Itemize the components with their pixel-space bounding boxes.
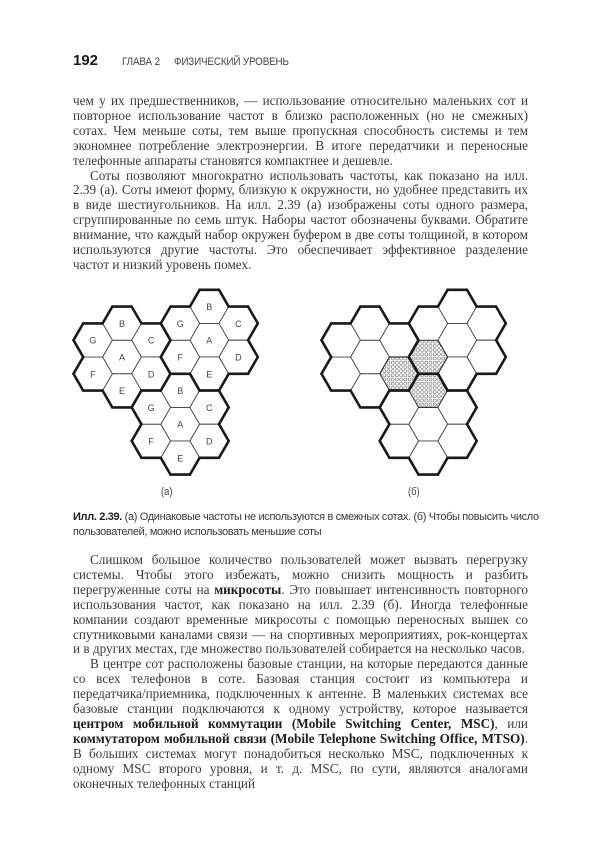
- paragraph-continued: чем у их предшественников, — использование относительно маленьких сот и повторное использование частот в близко расположенных (но не смежных) сотах. Чем меньше соты, тем выше пропускная способность системы и тем экономнее потребление электроэнергии. В итоге передатчики и переносные телефонные аппараты становятся компактнее и дешевле.: [73, 93, 528, 168]
- paragraph-base-stations: В центре сот расположены базовые станции, на которые передаются данные со всех телефонов в соте. Базовая станция состоит из компьютера и передатчика/приемника, подключенных к антенне. В маленьких системах все базовые станции подключаются к одному устройству, которое называется центром мобильной коммутации (Mobile Switching Center, MSC), или коммутатором мобильной связи (Mobile Telephone Switching Office, MTSO). В больших системах могут понадобиться несколько MSC, подключенных к одному MSC второго уровня, и т. д. MSC, по сути, являются аналогами оконечных телефонных станций: [73, 656, 528, 791]
- cell-frequency-label: E: [206, 369, 213, 380]
- cell-frequency-label: B: [118, 318, 126, 329]
- cell-frequency-label: E: [118, 386, 126, 397]
- paragraph-microcells: Слишком большое количество пользователей может вызвать перегрузку системы. Чтобы этого избежать, можно снизить мощность и разбить перегруженные соты на микросоты. Это повышает интенсивность повторного использования частот, как показано на илл. 2.39 (б). Иногда телефонные компании создают временные микросоты с помощью переносных вышек со спутниковыми каналами связи — на спортивных мероприятиях, рок-концертах и в других местах, где множество пользователей собирается на несколько часов.: [73, 552, 528, 657]
- cell-frequency-label: B: [206, 302, 213, 313]
- term-microcells: микросоты: [214, 581, 282, 597]
- cell-frequency-label: B: [177, 386, 184, 397]
- term-mtso: коммутатором мобильной связи (Mobile Telephone Switching Office, MTSO): [73, 730, 525, 746]
- cell-frequency-label: G: [176, 318, 184, 329]
- cell-frequency-label: A: [206, 335, 213, 346]
- cell-frequency-label: D: [206, 436, 213, 447]
- body-text-top: [73, 94, 528, 273]
- figure-number: Илл. 2.39.: [73, 511, 122, 523]
- cell-frequency-label: C: [235, 318, 242, 329]
- cell-frequency-label: A: [177, 419, 184, 430]
- cell-frequency-label: F: [90, 369, 96, 380]
- cell-frequency-label: C: [206, 402, 213, 413]
- cell-frequency-label: G: [147, 402, 155, 413]
- cell-frequency-label: F: [148, 436, 154, 447]
- chapter-title: ФИЗИЧЕСКИЙ УРОВЕНЬ: [174, 56, 289, 68]
- cell-frequency-label: A: [118, 352, 126, 363]
- diagram-a-frequency-reuse: [74, 290, 258, 475]
- sublabel-a: (а): [161, 486, 173, 498]
- page-number: 192: [73, 52, 99, 69]
- cell-diagram-figure: [0, 285, 600, 485]
- chapter-label: ГЛАВА 2: [122, 56, 160, 68]
- sublabel-b: (б): [408, 486, 420, 498]
- term-msc: центром мобильной коммутации (Mobile Switching Center, MSC): [73, 715, 495, 731]
- cell-frequency-label: G: [89, 335, 97, 346]
- figure-caption: [73, 510, 543, 540]
- body-text-bottom: [73, 553, 528, 792]
- paragraph-cells: Соты позволяют многократно использовать частоты, как показано на илл. 2.39 (а). Соты имеют форму, близкую к окружности, но удобнее представить их в виде шестиугольников. На илл. 2.39 (а) изображены соты одного размера, сгруппированные по семь штук. Наборы частот обозначены буквами. Обратите внимание, что каждый набор окружен буфером в две соты толщиной, в котором используются другие частоты. Это обеспечивает эффективное разделение частот и низкий уровень помех.: [73, 167, 528, 272]
- running-head: [73, 52, 302, 72]
- cell-frequency-label: F: [177, 352, 183, 363]
- cell-frequency-label: D: [235, 352, 242, 363]
- cell-frequency-label: D: [147, 369, 155, 380]
- cell-frequency-label: C: [147, 335, 155, 346]
- figure-caption-text: (а) Одинаковые частоты не используются в смежных сотах. (б) Чтобы повысить число пользователей, можно использовать меньшие соты: [73, 511, 539, 538]
- diagram-b-microcells: [322, 290, 506, 475]
- cell-frequency-label: E: [177, 453, 184, 464]
